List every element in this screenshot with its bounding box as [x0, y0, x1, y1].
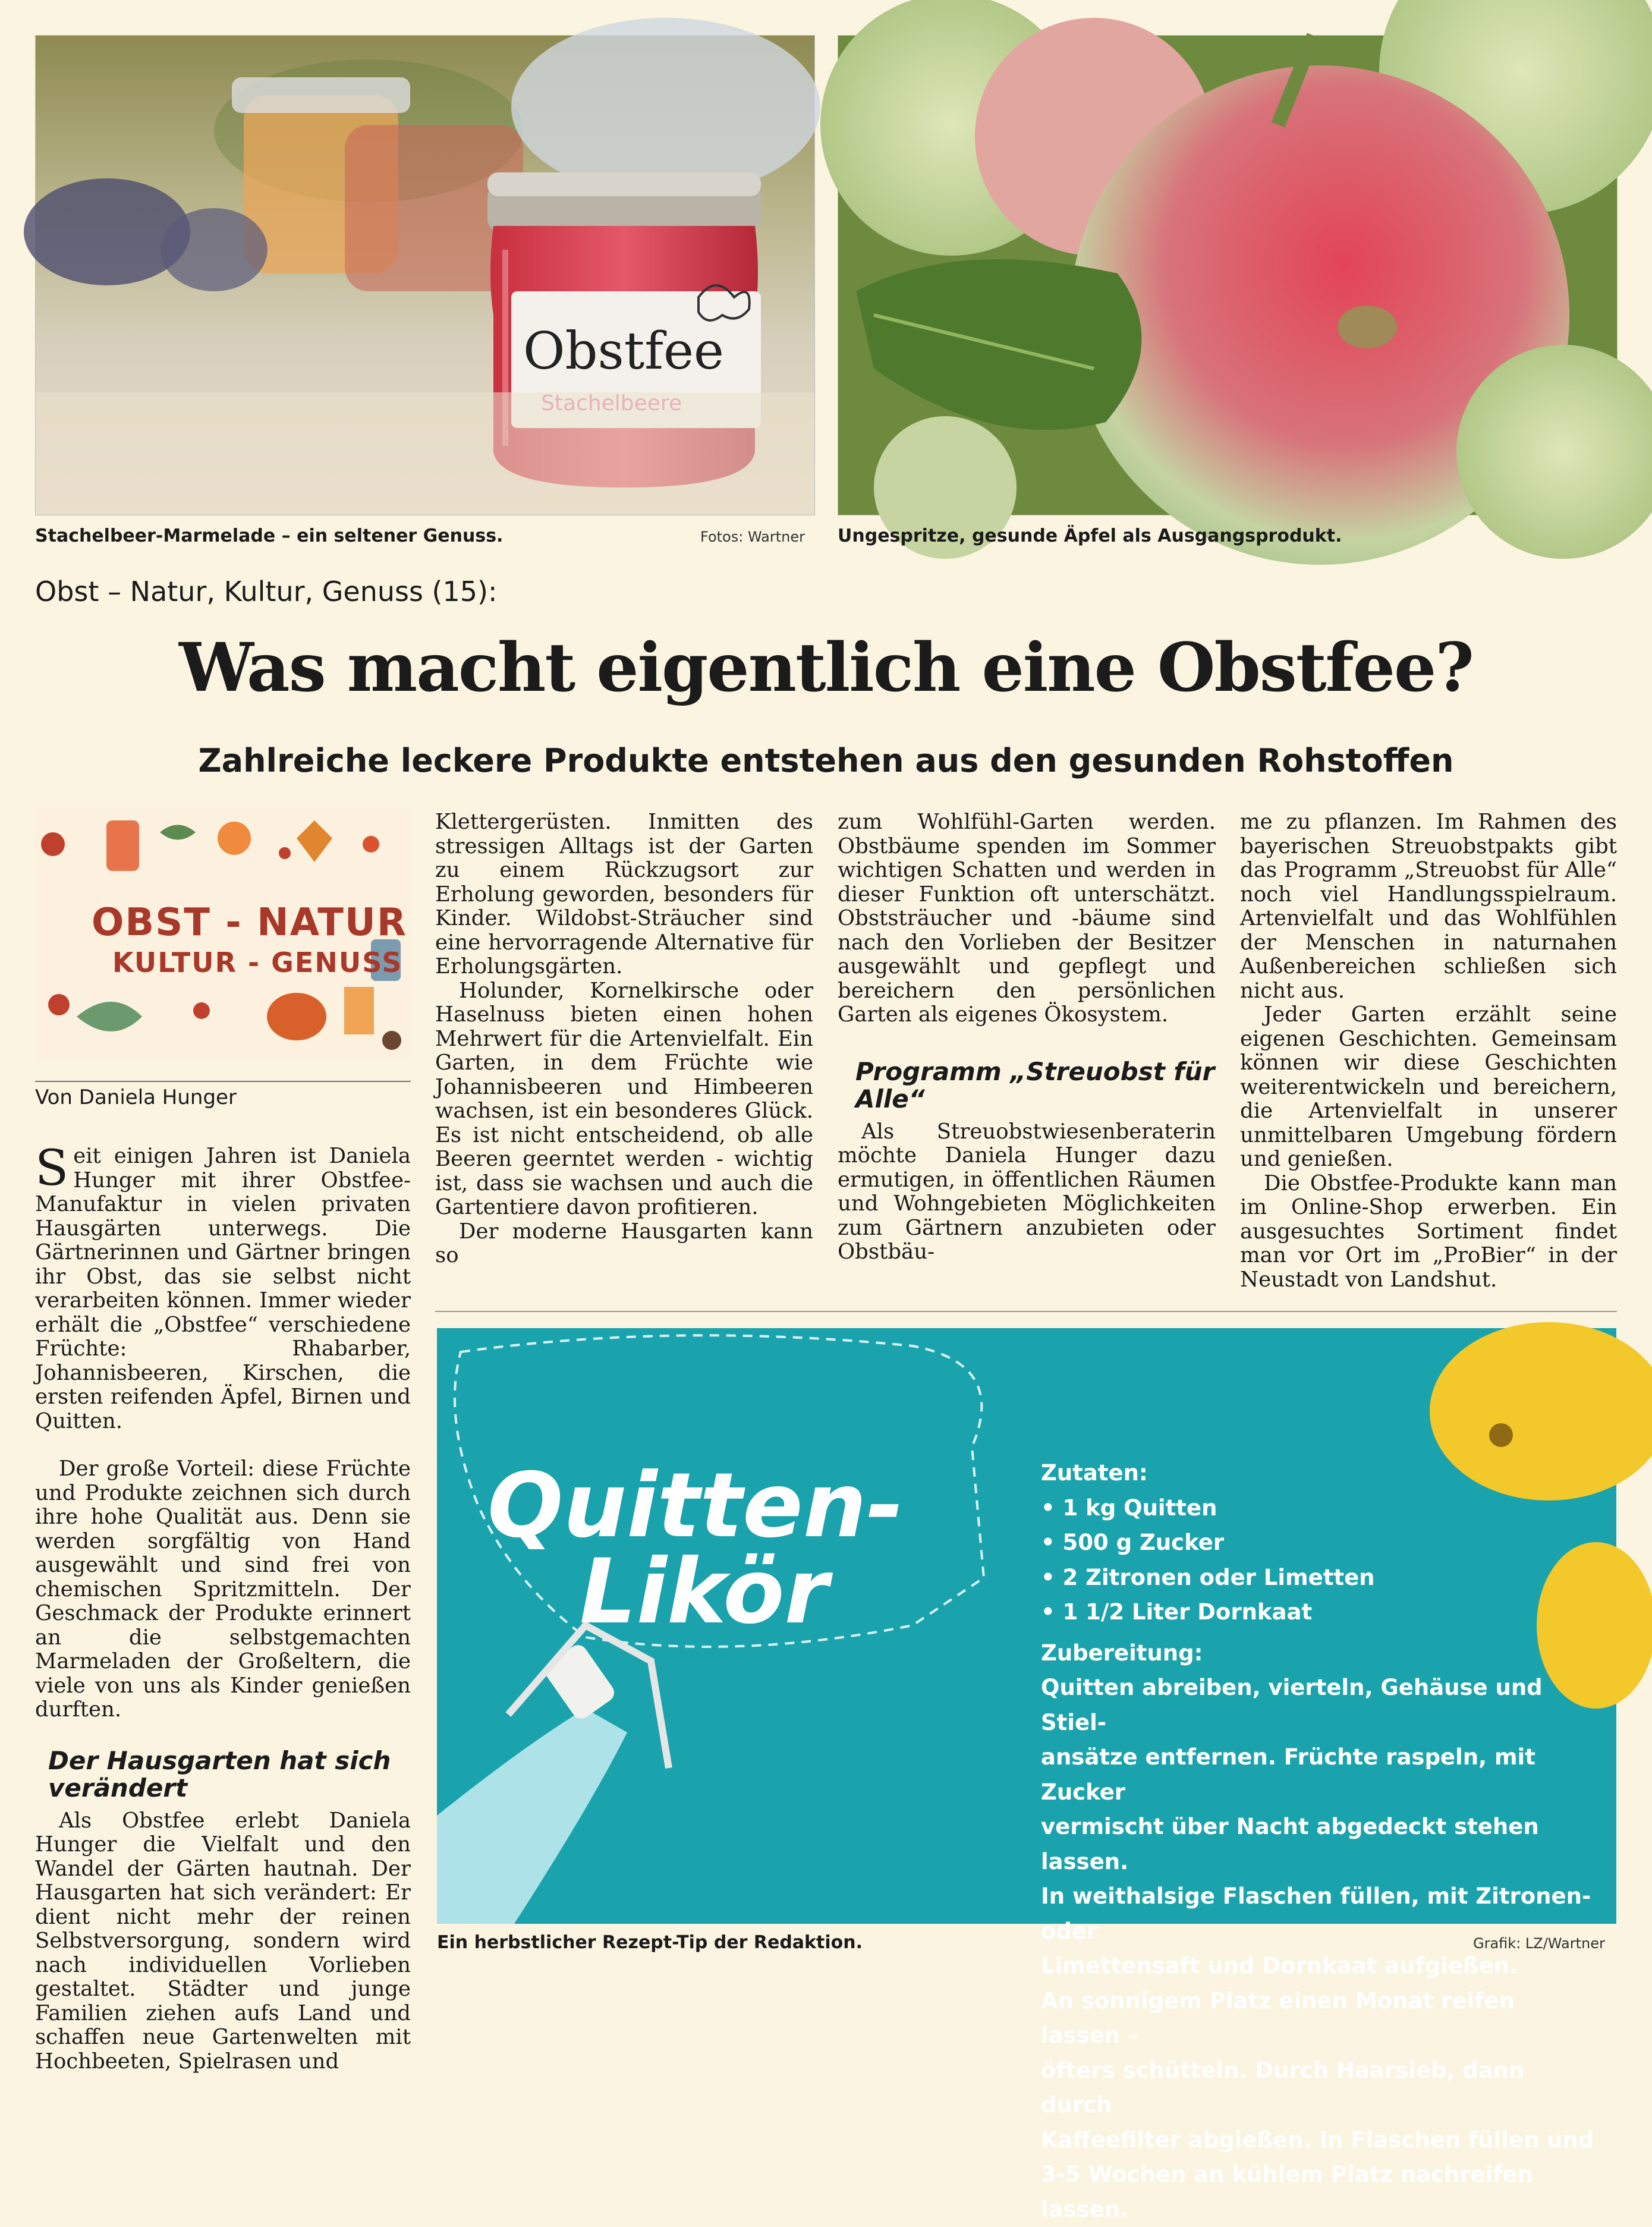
column-2-paragraph-3: Der moderne Hausgarten kann so	[435, 1219, 813, 1267]
preparation-line: 3-5 Wochen an kühlem Platz nachreifen lassen.	[1041, 2162, 1533, 2222]
column-1-paragraph-3: Als Obstfee erlebt Daniela Hunger die Vielfalt und den Wandel der Gärten hautnah. Der Hausgarten hat sich verändert: Er dient nicht mehr der reinen Selbstversorgung, sondern wird nach individuellen Vorlieben gestaltet. Städter und junge Familien ziehen aufs Land und schaffen neue Gartenwelten mit Hochbeeten, Spielrasen und	[35, 1808, 411, 2074]
column-3	[838, 810, 1216, 1265]
column-3-subheading: Programm „Streuobst für Alle“	[855, 1056, 1215, 1114]
ingredients-heading: Zutaten:	[1041, 1460, 1148, 1486]
jam-jar-illustration	[36, 36, 814, 515]
photo-credit: Fotos: Wartner	[700, 529, 805, 545]
preparation-line: In weithalsige Flaschen füllen, mit Zitronen- oder	[1041, 1883, 1591, 1944]
logo-line2: KULTUR - GENUSS	[112, 946, 403, 979]
ingredient-item: • 500 g Zucker	[1041, 1530, 1225, 1555]
preparation-heading: Zubereitung:	[1041, 1640, 1203, 1666]
column-1-paragraph-1: Seit einigen Jahren ist Daniela Hunger mit ihrer Obstfee-Manufaktur in vielen privaten Hausgärten unterwegs. Die Gärtnerinnen und Gärtner bringen ihr Obst, das sie selbst nicht verarbeiten können. Immer wieder erhält die „Obstfee“ verschiedene Früchte: Rhabarber, Johannisbeeren, Kirschen, die ersten reifenden Äpfel, Birnen und Quitten.	[35, 1140, 411, 1433]
column-4-paragraph-3: Die Obstfee-Produkte kann man im Online-Shop erwerben. Ein ausgesuchtes Sortiment findet man vor Ort im „ProBier“ in der Neustadt von Landshut.	[1240, 1171, 1617, 1292]
preparation-line: Kaffeefilter abgießen. In Flaschen füllen und	[1041, 2127, 1594, 2153]
apples-illustration	[838, 36, 1617, 515]
series-logo	[35, 809, 411, 1058]
recipe-text	[1041, 1456, 1600, 2227]
recipe-rule	[435, 1311, 1617, 1312]
column-1-paragraph-2: Der große Vorteil: diese Früchte und Produkte zeichnen sich durch ihre hohe Qualität aus. Denn sie werden sorgfältig von Hand ausgewählt und sind frei von chemischen Spritzmitteln. Der Geschmack der Produkte erinnert an die selbstgemachten Marmeladen der Großeltern, die viele von uns als Kinder genießen durften.	[35, 1457, 411, 1722]
byline: Von Daniela Hunger	[35, 1086, 237, 1109]
recipe-credit: Grafik: LZ/Wartner	[1473, 1935, 1605, 1952]
jar-label-brand: Obstfee	[523, 322, 724, 381]
apples-photo	[838, 35, 1618, 515]
preparation-line: vermischt über Nacht abgedeckt stehen lassen.	[1041, 1814, 1539, 1874]
ingredient-item: • 2 Zitronen oder Limetten	[1041, 1564, 1375, 1590]
column-3-paragraph-1: zum Wohlfühl-Garten werden. Obstbäume spenden im Sommer wichtigen Schatten und werden in dieser Funktion oft unterschätzt. Obststräucher und -bäume sind nach den Vorlieben der Besitzer ausgewählt und gepflegt und bereichern den persönlichen Garten als eigenes Ökosystem.	[838, 810, 1216, 1027]
column-4-paragraph-2: Jeder Garten erzählt seine eigenen Geschichten. Gemeinsam können wir diese Geschichten weiterentwickeln und bereichern, die Artenvielfalt in unserer unmittelbaren Umgebung fördern und genießen.	[1240, 1002, 1617, 1171]
column-3-paragraph-2: Als Streuobstwiesenberaterin möchte Daniela Hunger dazu ermutigen, in öffentlichen Räumen und Wohngebieten Möglichkeiten zum Gärtnern anzubieten oder Obstbäu-	[838, 1119, 1216, 1264]
column-1-subheading: Der Hausgarten hat sich verändert	[48, 1745, 391, 1803]
column-2	[435, 810, 813, 1268]
preparation-line: ansätze entfernen. Früchte raspeln, mit Zucker	[1041, 1744, 1535, 1805]
ingredient-item: • 1 1/2 Liter Dornkaat	[1041, 1599, 1313, 1625]
preparation-line: Quitten abreiben, vierteln, Gehäuse und Stiel-	[1041, 1675, 1543, 1735]
column-2-paragraph-2: Holunder, Kornelkirsche oder Haselnuss bieten einen hohen Mehrwert für die Artenvielfalt. Ein Garten, in dem Früchte wie Johannisbeeren und Himbeeren wachsen, ist ein besonderes Glück. Es ist nicht entscheidend, ob alle Beeren geerntet werden - wichtig ist, dass sie wachsen und auch die Gartentiere davon profitieren.	[435, 978, 813, 1219]
logo-line1: OBST - NATUR	[92, 901, 408, 945]
column-1	[35, 1140, 411, 2074]
preparation-line: An sonnigem Platz einen Monat reifen lassen –	[1041, 1987, 1515, 2048]
column-4	[1240, 810, 1617, 1292]
subheadline: Zahlreiche leckere Produkte entstehen aus den gesunden Rohstoffen	[198, 742, 1454, 779]
recipe-title-line1: Quitten-	[487, 1454, 904, 1558]
jam-jar-photo	[35, 35, 815, 515]
recipe-title-line2: Likör	[580, 1540, 829, 1644]
jam-photo-caption: Stachelbeer-Marmelade – ein seltener Genuss.	[35, 526, 504, 546]
bottle-icon	[437, 1625, 669, 1924]
ingredient-item: • 1 kg Quitten	[1041, 1495, 1217, 1521]
headline: Was macht eigentlich eine Obstfee?	[179, 629, 1473, 707]
preparation-line: Limettensaft und Dornkaat aufgießen.	[1041, 1953, 1518, 1978]
dropcap: S	[35, 1140, 69, 1197]
preparation-line: öfters schütteln. Durch Haarsieb, dann durch	[1041, 2057, 1525, 2118]
apples-photo-caption: Ungespritze, gesunde Äpfel als Ausgangsprodukt.	[838, 526, 1342, 546]
column-4-paragraph-1: me zu pflanzen. Im Rahmen des bayerischen Streuobstpakts gibt das Programm „Streuobst für Alle“ noch viel Handlungsspielraum. Artenvielfalt und das Wohlfühlen der Menschen in naturnahen Außenbereichen schließen sich nicht aus.	[1240, 810, 1617, 1003]
byline-rule	[35, 1081, 411, 1082]
series-kicker: Obst – Natur, Kultur, Genuss (15):	[35, 575, 498, 608]
column-2-paragraph-1: Klettergerüsten. Inmitten des stressigen Alltags ist der Garten zu einem Rückzugsort zur Erholung geworden, besonders für Kinder. Wildobst-Sträucher sind eine hervorragende Alternative für Erholungsgärten.	[435, 810, 813, 979]
recipe-caption: Ein herbstlicher Rezept-Tip der Redaktion.	[437, 1932, 863, 1953]
